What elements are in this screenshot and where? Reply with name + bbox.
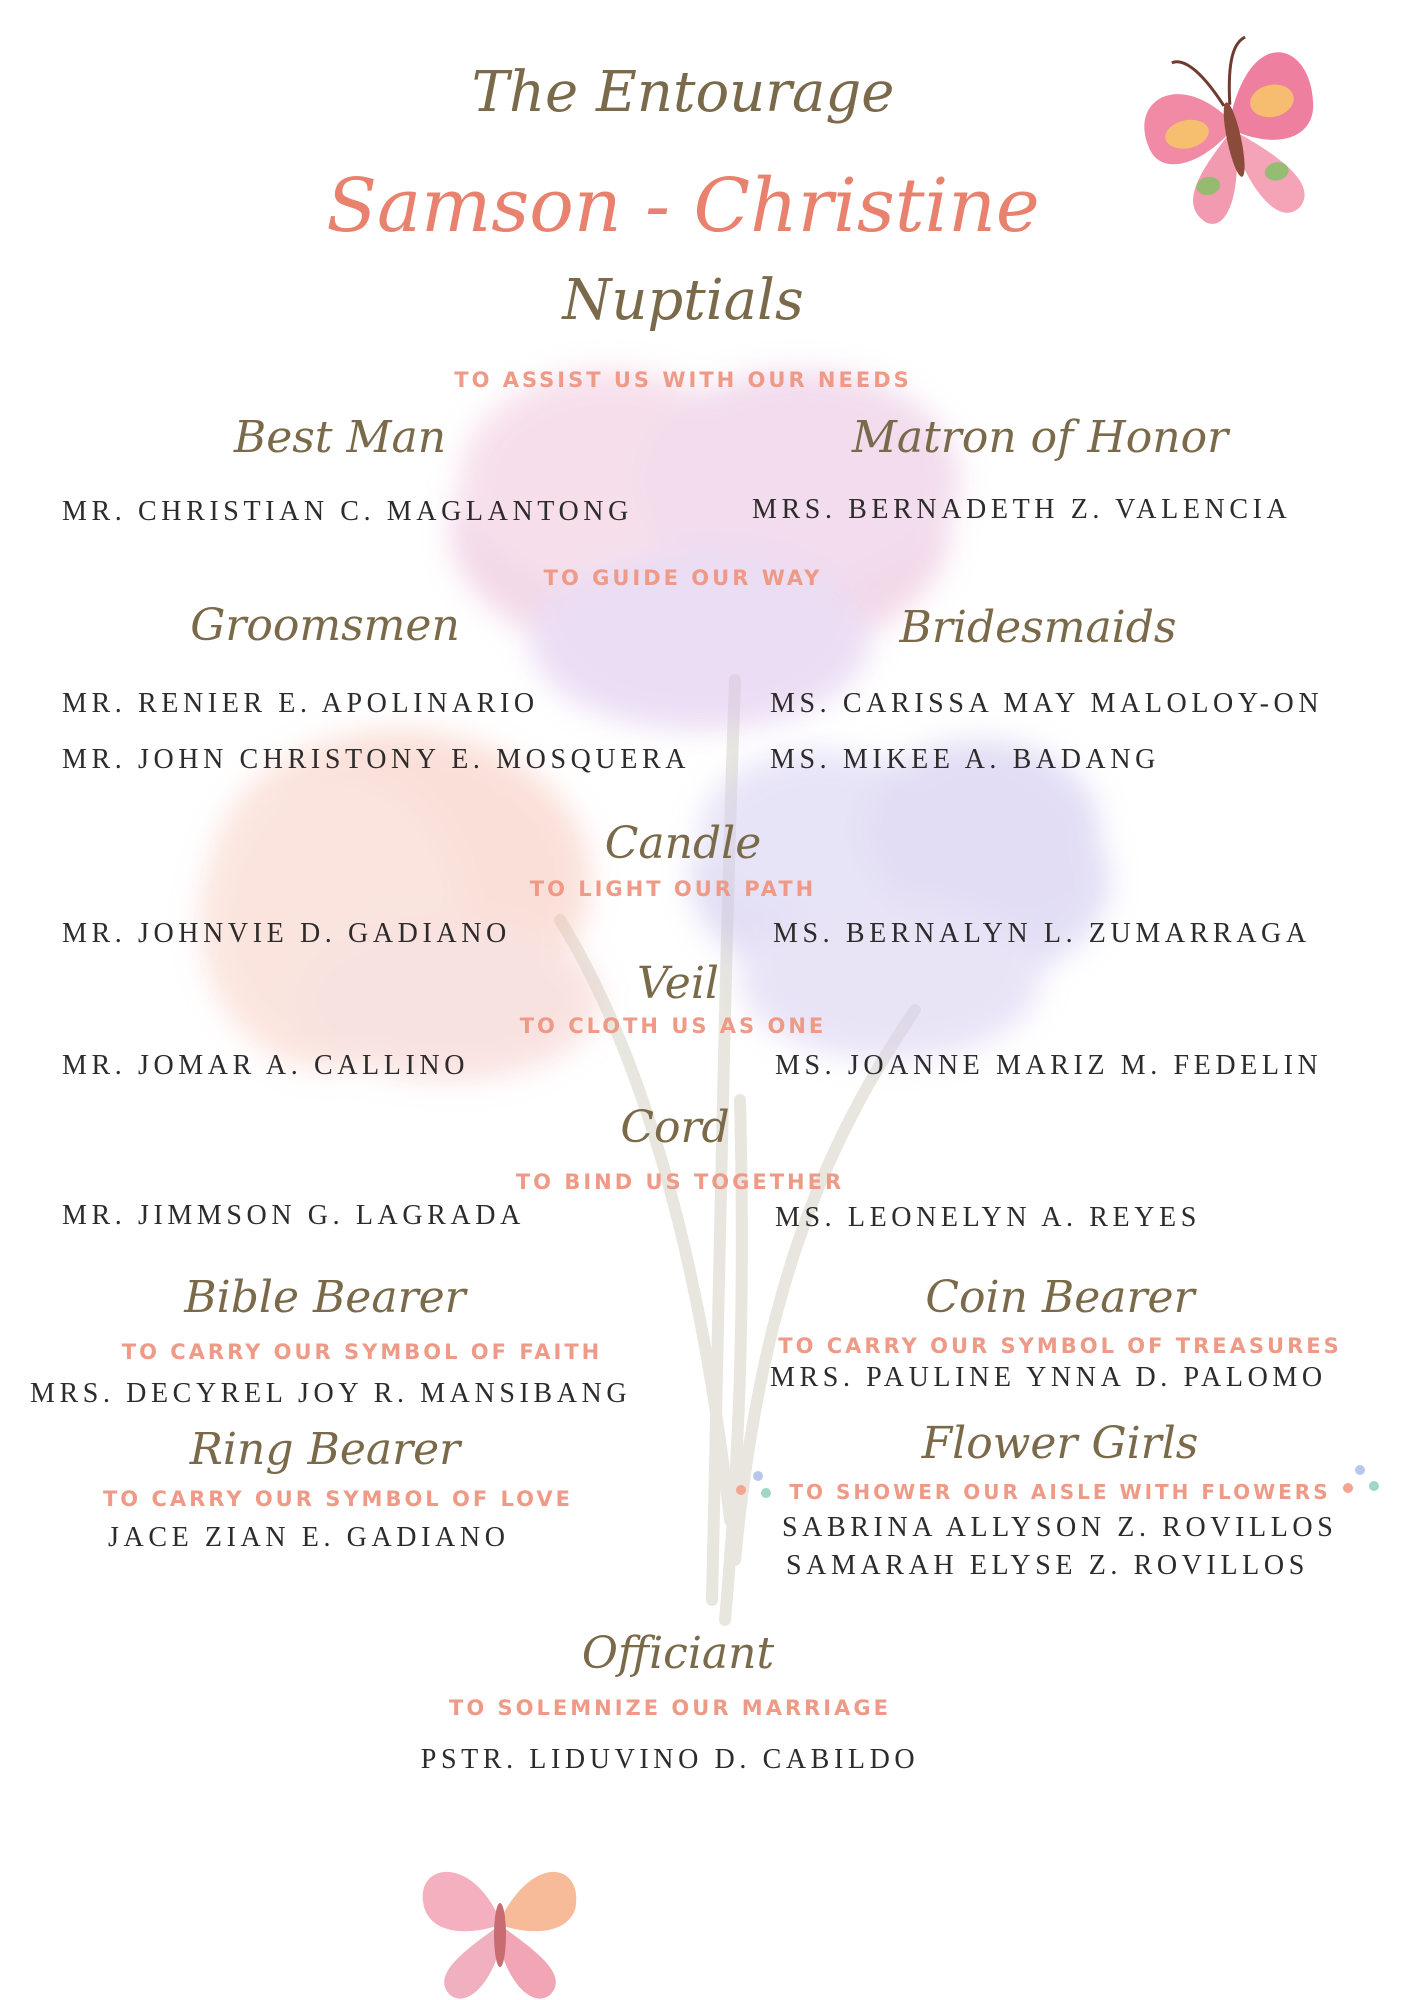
flower-girls-role: Flower Girls xyxy=(921,1418,1199,1469)
ring-bearer-role: Ring Bearer xyxy=(189,1424,461,1475)
best-man-role: Best Man xyxy=(233,412,447,463)
bridesmaid-name: MS. CARISSA MAY MALOLOY-ON xyxy=(770,688,1324,719)
bible-bearer-caption: TO CARRY OUR SYMBOL OF FAITH xyxy=(121,1340,603,1364)
cord-sponsor-name: MS. LEONELYN A. REYES xyxy=(775,1202,1201,1233)
matron-role: Matron of Honor xyxy=(851,412,1229,463)
veil-role: Veil xyxy=(637,958,719,1009)
bridesmaid-name: MS. MIKEE A. BADANG xyxy=(770,744,1160,775)
cord-caption: TO BIND US TOGETHER xyxy=(515,1170,845,1194)
officiant-caption: TO SOLEMNIZE OUR MARRIAGE xyxy=(449,1696,891,1720)
officiant-role: Officiant xyxy=(581,1628,775,1679)
veil-sponsor-name: MR. JOMAR A. CALLINO xyxy=(62,1050,470,1081)
matron-name: MRS. BERNADETH Z. VALENCIA xyxy=(752,494,1292,525)
best-man-name: MR. CHRISTIAN C. MAGLANTONG xyxy=(62,496,633,527)
groomsman-name: MR. JOHN CHRISTONY E. MOSQUERA xyxy=(62,744,691,775)
coin-bearer-name: MRS. PAULINE YNNA D. PALOMO xyxy=(770,1362,1327,1393)
ring-bearer-caption: TO CARRY OUR SYMBOL OF LOVE xyxy=(102,1487,574,1511)
veil-caption: TO CLOTH US AS ONE xyxy=(519,1014,827,1038)
bible-bearer-role: Bible Bearer xyxy=(184,1272,466,1323)
candle-sponsor-name: MR. JOHNVIE D. GADIANO xyxy=(62,918,511,949)
cord-sponsor-name: MR. JIMMSON G. LAGRADA xyxy=(62,1200,525,1231)
small-flower-icon xyxy=(1343,1465,1379,1493)
groomsman-name: MR. RENIER E. APOLINARIO xyxy=(62,688,539,719)
coin-bearer-caption: TO CARRY OUR SYMBOL OF TREASURES xyxy=(778,1334,1342,1358)
butterfly-icon xyxy=(1129,26,1335,239)
candle-sponsor-name: MS. BERNALYN L. ZUMARRAGA xyxy=(773,918,1311,949)
groomsmen-role: Groomsmen xyxy=(190,600,460,651)
butterfly-icon xyxy=(423,1872,577,1999)
officiant-name: PSTR. LIDUVINO D. CABILDO xyxy=(420,1744,920,1775)
coin-bearer-role: Coin Bearer xyxy=(925,1272,1195,1323)
bible-bearer-name: MRS. DECYREL JOY R. MANSIBANG xyxy=(30,1378,632,1409)
secondary-caption: TO GUIDE OUR WAY xyxy=(543,566,823,590)
cord-role: Cord xyxy=(620,1102,730,1153)
flower-girls-caption: TO SHOWER OUR AISLE WITH FLOWERS xyxy=(789,1480,1331,1504)
flower-girl-name: SABRINA ALLYSON Z. ROVILLOS xyxy=(782,1512,1338,1543)
candle-caption: TO LIGHT OUR PATH xyxy=(529,877,817,901)
flower-girl-name: SAMARAH ELYSE Z. ROVILLOS xyxy=(786,1550,1309,1581)
bridesmaids-role: Bridesmaids xyxy=(899,602,1177,653)
principal-caption: TO ASSIST US WITH OUR NEEDS xyxy=(454,368,912,392)
page-subtitle: Nuptials xyxy=(562,268,804,333)
veil-sponsor-name: MS. JOANNE MARIZ M. FEDELIN xyxy=(775,1050,1323,1081)
ring-bearer-name: JACE ZIAN E. GADIANO xyxy=(108,1522,510,1553)
page-title: The Entourage xyxy=(471,60,895,125)
candle-role: Candle xyxy=(604,818,762,869)
couple-names: Samson - Christine xyxy=(326,163,1040,249)
